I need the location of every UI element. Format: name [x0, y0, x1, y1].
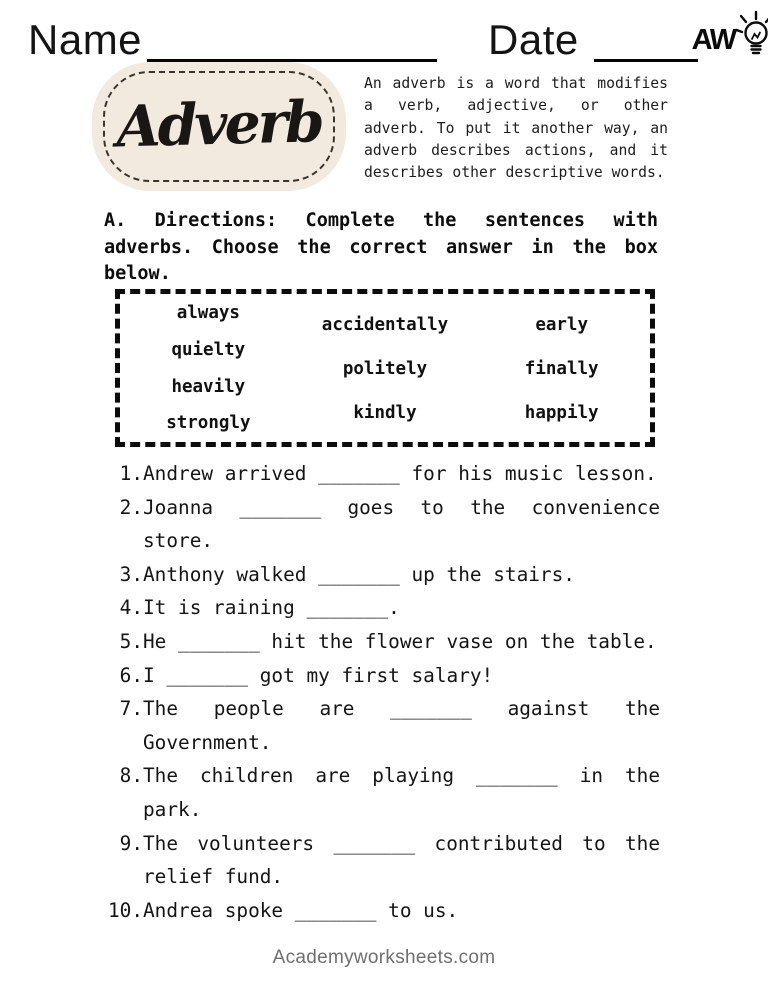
sentence-item [105, 894, 660, 928]
brand-logo [692, 16, 768, 64]
sentence-item [105, 659, 660, 693]
sentence-item [105, 457, 660, 491]
sentence-number: 2. [119, 495, 143, 519]
sentence-number: 8. [119, 764, 143, 788]
sentence-line: Andrew arrived _______ for his music lesson. [143, 462, 657, 485]
sentence-number: 9. [119, 831, 143, 855]
word-bank-word: politely [342, 358, 428, 379]
definition-line: adverb. To put it another way, an [364, 119, 668, 137]
sentence-line: Government. [143, 730, 272, 754]
date-blank-line [594, 59, 698, 62]
directions-line: A. Directions: Complete the sentences with [104, 210, 658, 231]
word-bank-word: finally [524, 358, 599, 379]
word-bank-word: kindly [353, 402, 417, 423]
word-bank-column [120, 294, 297, 442]
lightbulb-icon [736, 10, 768, 64]
word-bank-column [473, 294, 650, 442]
sentence-item [105, 558, 660, 592]
sentence-list [105, 457, 660, 927]
sentence-line: I _______ got my first salary! [143, 663, 494, 687]
sentence-line: The children are playing _______ in the [143, 764, 660, 788]
sentence-item [105, 625, 660, 659]
word-bank-word: early [535, 315, 589, 335]
word-bank-box [115, 289, 655, 447]
logo-text: AW [691, 23, 736, 56]
sentence-line: It is raining _______. [143, 596, 400, 620]
sentence-line: store. [143, 529, 214, 553]
sentence-line: The volunteers _______ contributed to the [143, 831, 660, 855]
sentence-line: Andrea spoke _______ to us. [143, 898, 459, 922]
word-bank-word: always [176, 303, 240, 323]
sentence-number: 1. [119, 462, 143, 485]
adverb-badge [92, 62, 346, 191]
sentence-line: Anthony walked _______ up the stairs. [143, 562, 575, 586]
sentence-line: relief fund. [143, 865, 284, 889]
sentence-line: He _______ hit the flower vase on the table. [143, 629, 657, 653]
word-bank-word: strongly [166, 413, 251, 434]
directions-line: adverbs. Choose the correct answer in the box [104, 236, 658, 258]
sentence-item [105, 827, 660, 894]
sentence-number: 6. [119, 663, 143, 687]
sentence-number: 5. [119, 629, 143, 653]
sentence-item [105, 692, 660, 759]
sentence-line: park. [143, 797, 202, 821]
word-bank-word: accidentally [321, 315, 449, 335]
word-bank-word: heavily [171, 376, 246, 397]
worksheet-title: Adverb [115, 87, 323, 160]
sentence-item [105, 591, 660, 625]
sentence-number: 10. [107, 898, 143, 922]
definition-line: describes other descriptive words. [364, 164, 665, 182]
word-bank-column [297, 294, 474, 442]
word-bank-word: happily [524, 402, 599, 423]
sentence-item [105, 759, 660, 826]
date-label: Date [488, 16, 579, 63]
directions-text [104, 208, 658, 288]
sentence-item [105, 491, 660, 558]
name-label: Name [28, 16, 143, 63]
sentence-number: 4. [119, 596, 143, 620]
footer-site-name: Academyworksheets.com [272, 947, 496, 968]
definition-line: An adverb is a word that modifies [364, 75, 668, 92]
adverb-definition [364, 73, 668, 184]
definition-line: adverb describes actions, and it [364, 141, 668, 159]
sentence-number: 7. [119, 697, 143, 721]
directions-line: below. [104, 263, 171, 284]
sentence-number: 3. [119, 562, 143, 586]
word-bank-word: quielty [171, 339, 246, 360]
sentence-line: The people are _______ against the [143, 697, 660, 721]
sentence-line: Joanna _______ goes to the convenience [143, 495, 660, 519]
definition-line: a verb, adjective, or other [364, 97, 668, 115]
